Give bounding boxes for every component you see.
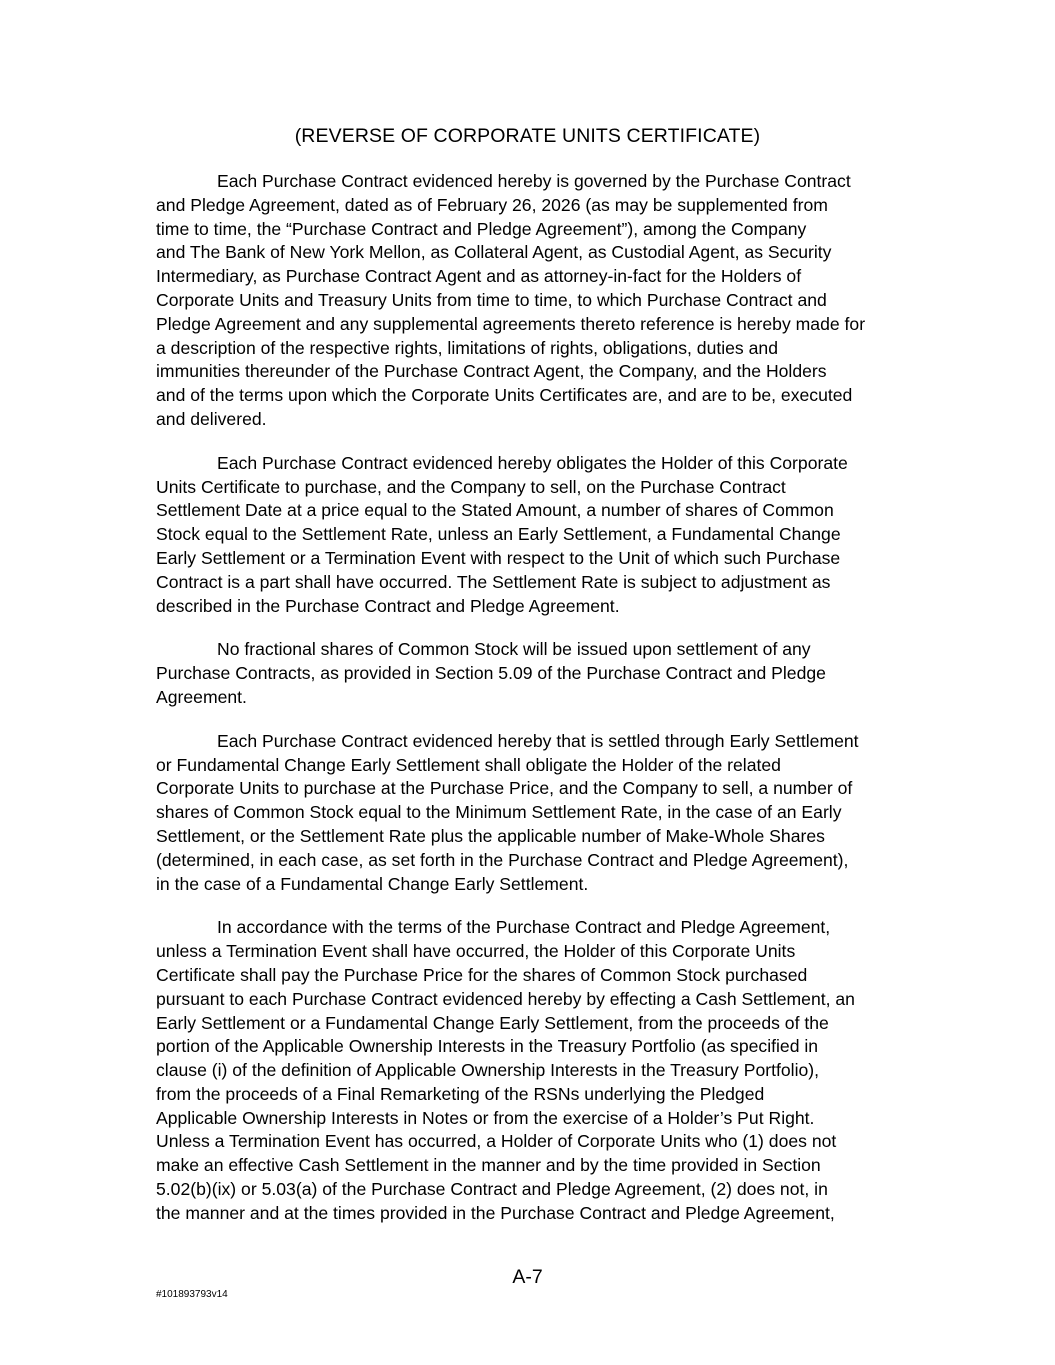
text-line: Each Purchase Contract evidenced hereby is governed by the Purchase Contract (217, 171, 851, 191)
text-line: clause (i) of the definition of Applicable Ownership Interests in the Treasury Portfolio), (156, 1060, 820, 1081)
text-line: or Fundamental Change Early Settlement shall obligate the Holder of the related (156, 754, 781, 775)
text-line: Early Settlement or a Fundamental Change Early Settlement, from the proceeds of the (156, 1012, 829, 1033)
text-line: and delivered. (156, 408, 267, 429)
text-line: time to time, the “Purchase Contract and Pledge Agreement”), among the Company (156, 218, 807, 239)
text-line: Each Purchase Contract evidenced hereby that is settled through Early Settlement (217, 730, 859, 751)
text-line: Units Certificate to purchase, and the Company to sell, on the Purchase Contract (156, 476, 786, 497)
text-line: Pledge Agreement and any supplemental agreements thereto reference is hereby made for (156, 313, 866, 334)
document-id: #101893793v14 (156, 1289, 228, 1300)
text-line: Early Settlement or a Termination Event with respect to the Unit of which such Purchase (156, 547, 841, 568)
text-line: unless a Termination Event shall have occurred, the Holder of this Corporate Units (156, 941, 796, 962)
page-number: A-7 (512, 1266, 543, 1288)
paragraph-payment-terms (156, 916, 900, 1225)
text-line: Contract is a part shall have occurred. The Settlement Rate is subject to adjustment as (156, 571, 831, 592)
text-line: immunities thereunder of the Purchase Contract Agent, the Company, and the Holders (156, 361, 827, 382)
text-line: In accordance with the terms of the Purchase Contract and Pledge Agreement, (217, 917, 831, 938)
text-line: described in the Purchase Contract and Pledge Agreement. (156, 595, 620, 616)
text-line: No fractional shares of Common Stock will be issued upon settlement of any (217, 639, 811, 660)
text-line: Intermediary, as Purchase Contract Agent and as attorney-in-fact for the Holders of (156, 266, 802, 287)
text-line: (determined, in each case, as set forth in the Purchase Contract and Pledge Agreement), (156, 849, 849, 870)
text-line: and of the terms upon which the Corporate Units Certificates are, and are to be, executed (156, 385, 853, 406)
text-line: shares of Common Stock equal to the Minimum Settlement Rate, in the case of an Early (156, 802, 842, 823)
text-line: portion of the Applicable Ownership Interests in the Treasury Portfolio (as specified in (156, 1036, 819, 1057)
paragraph-purchase-obligation (156, 452, 900, 619)
text-line: and Pledge Agreement, dated as of February 26, 2026 (as may be supplemented from (156, 194, 828, 215)
text-line: 5.02(b)(ix) or 5.03(a) of the Purchase Contract and Pledge Agreement, (2) does not, in (156, 1179, 828, 1200)
text-line: Corporate Units and Treasury Units from time to time, to which Purchase Contract and (156, 289, 827, 310)
text-line: Agreement. (156, 686, 247, 707)
page-title: (REVERSE OF CORPORATE UNITS CERTIFICATE) (294, 125, 761, 147)
document-body (156, 170, 900, 1246)
text-line: Each Purchase Contract evidenced hereby obligates the Holder of this Corporate (217, 452, 848, 473)
text-line: Settlement Date at a price equal to the Stated Amount, a number of shares of Common (156, 500, 834, 521)
text-line: a description of the respective rights, limitations of rights, obligations, duties and (156, 337, 778, 358)
text-line: and The Bank of New York Mellon, as Collateral Agent, as Custodial Agent, as Security (156, 242, 832, 263)
text-line: Certificate shall pay the Purchase Price for the shares of Common Stock purchased (156, 964, 808, 985)
text-line: in the case of a Fundamental Change Early Settlement. (156, 873, 589, 894)
text-line: Settlement, or the Settlement Rate plus the applicable number of Make-Whole Shares (156, 825, 825, 846)
text-line: Unless a Termination Event has occurred, a Holder of Corporate Units who (1) does not (156, 1131, 837, 1152)
text-line: Corporate Units to purchase at the Purchase Price, and the Company to sell, a number of (156, 778, 853, 799)
text-line: Purchase Contracts, as provided in Section 5.09 of the Purchase Contract and Pledge (156, 663, 826, 684)
text-line: Stock equal to the Settlement Rate, unless an Early Settlement, a Fundamental Change (156, 524, 841, 545)
paragraph-early-settlement (156, 730, 900, 897)
paragraph-fractional-shares (156, 638, 900, 709)
text-line: pursuant to each Purchase Contract evidenced hereby by effecting a Cash Settlement, an (156, 988, 855, 1009)
text-line: Applicable Ownership Interests in Notes or from the exercise of a Holder’s Put Right. (156, 1107, 815, 1128)
paragraph-governing-agreement (156, 170, 900, 432)
text-line: from the proceeds of a Final Remarketing of the RSNs underlying the Pledged (156, 1083, 765, 1104)
text-line: make an effective Cash Settlement in the manner and by the time provided in Section (156, 1155, 821, 1176)
text-line: the manner and at the times provided in the Purchase Contract and Pledge Agreement, (156, 1202, 835, 1223)
